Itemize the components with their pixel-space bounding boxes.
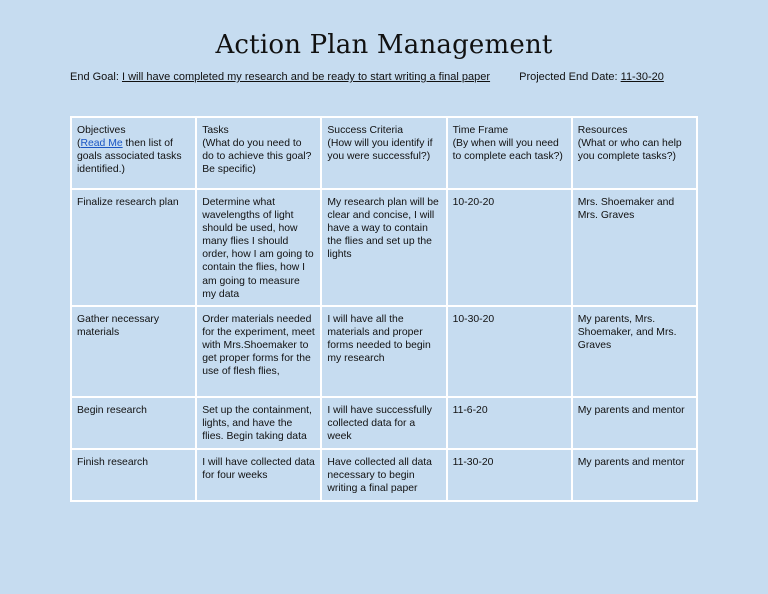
cell-resources: Mrs. Shoemaker and Mrs. Graves <box>572 189 697 306</box>
table-header-row <box>71 117 697 189</box>
table-row <box>71 397 697 449</box>
cell-tasks: I will have collected data for four weeks <box>196 449 321 501</box>
end-date-value: 11-30-20 <box>620 71 664 83</box>
cell-resources: My parents, Mrs. Shoemaker, and Mrs. Graves <box>572 306 697 397</box>
cell-objective: Finish research <box>71 449 196 501</box>
page-title: Action Plan Management <box>215 30 553 60</box>
cell-time: 11-30-20 <box>447 449 572 501</box>
header-objectives: Objectives (Read Me then list of goals associated tasks identified.) <box>71 117 196 189</box>
end-date-label: Projected End Date: <box>519 71 618 83</box>
cell-criteria: Have collected all data necessary to begin writing a final paper <box>321 449 446 501</box>
header-time-frame: Time Frame (By when will you need to complete each task?) <box>447 117 572 189</box>
cell-tasks: Order materials needed for the experiment, meet with Mrs.Shoemaker to get proper forms for the use of flesh flies, <box>196 306 321 397</box>
read-me-link[interactable]: Read Me <box>80 138 123 150</box>
cell-tasks: Set up the containment, lights, and have the flies. Begin taking data <box>196 397 321 449</box>
cell-time: 11-6-20 <box>447 397 572 449</box>
cell-resources: My parents and mentor <box>572 397 697 449</box>
end-goal-label: End Goal: <box>70 71 119 83</box>
goal-line <box>70 71 664 83</box>
table-row <box>71 189 697 306</box>
cell-time: 10-20-20 <box>447 189 572 306</box>
action-plan-table <box>70 116 698 502</box>
cell-objective: Finalize research plan <box>71 189 196 306</box>
table-row <box>71 306 697 397</box>
cell-time: 10-30-20 <box>447 306 572 397</box>
cell-criteria: My research plan will be clear and concise, I will have a way to contain the flies and set up the lights <box>321 189 446 306</box>
table-row <box>71 449 697 501</box>
cell-objective: Gather necessary materials <box>71 306 196 397</box>
cell-criteria: I will have all the materials and proper forms needed to begin my research <box>321 306 446 397</box>
header-success-criteria: Success Criteria (How will you identify if you were successful?) <box>321 117 446 189</box>
cell-tasks: Determine what wavelengths of light should be used, how many flies I should order, how I am going to contain the flies, how I am going to measure my data <box>196 189 321 306</box>
header-tasks: Tasks (What do you need to do to achieve this goal? Be specific) <box>196 117 321 189</box>
cell-resources: My parents and mentor <box>572 449 697 501</box>
cell-objective: Begin research <box>71 397 196 449</box>
header-resources: Resources (What or who can help you complete tasks?) <box>572 117 697 189</box>
cell-criteria: I will have successfully collected data for a week <box>321 397 446 449</box>
end-goal-value: I will have completed my research and be ready to start writing a final paper <box>121 71 491 83</box>
